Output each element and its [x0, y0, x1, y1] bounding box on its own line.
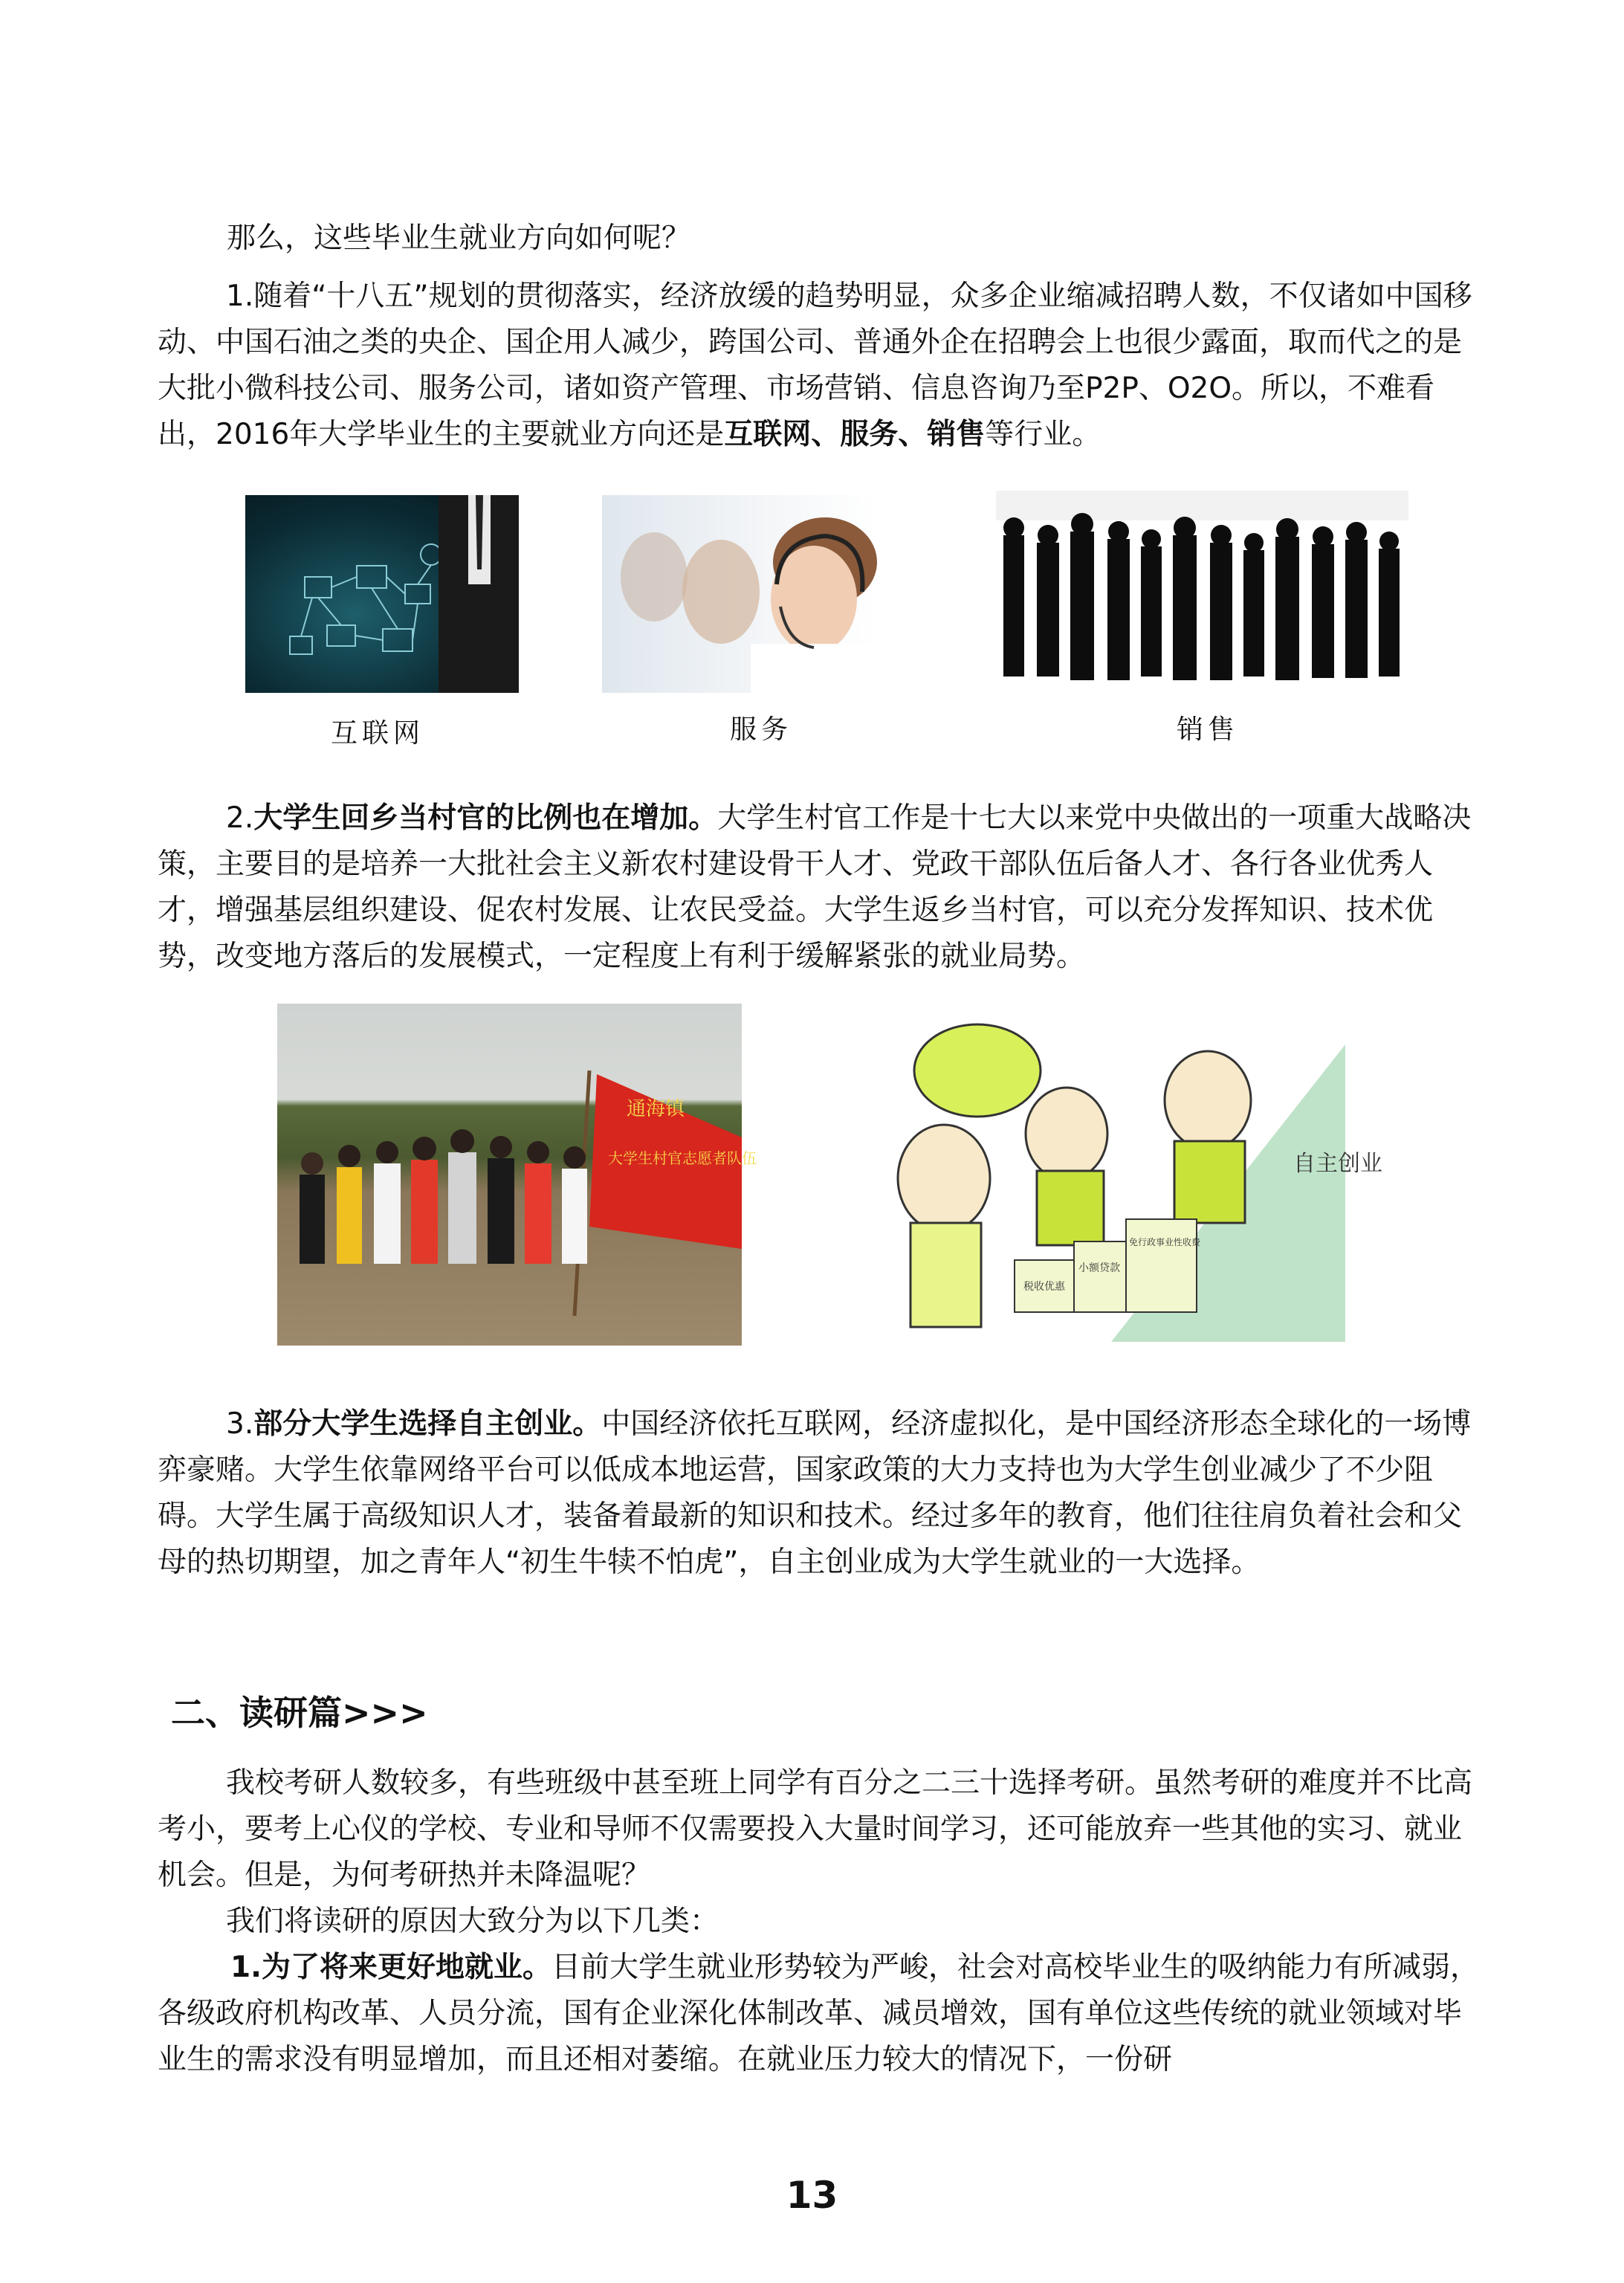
step-tax: 税收优惠: [1023, 1281, 1065, 1293]
intro-text: 那么，这些毕业生就业方向如何呢？: [227, 222, 691, 255]
p1-tail: 等行业。: [985, 418, 1101, 451]
p3-lead: 3.: [226, 1407, 254, 1441]
cartoon-label: 自主创业: [1293, 1151, 1382, 1177]
caption-sales: 销售: [1177, 714, 1240, 745]
paragraph-graduate-exam: 我校考研人数较多，有些班级中甚至班上同学有百分之二三十选择考研。虽然考研的难度并不比高考小，要考上心仪的学校、专业和导师不仅需要投入大量时间学习，还可能放弃一些其他的实习、就业机会。但是，为何考研热并未降温呢？: [158, 1766, 1473, 1892]
group-with-flag-icon: [277, 1004, 757, 1346]
flag-text-team: 大学生村官志愿者队伍: [608, 1149, 757, 1167]
internet-image: [245, 495, 519, 693]
network-diagram-icon: [245, 495, 519, 693]
call-center-people-icon: [602, 495, 879, 693]
cartoon-climbers-icon: [888, 1015, 1382, 1342]
entrepreneurship-cartoon: [888, 1015, 1382, 1342]
page-number: 13: [786, 2174, 838, 2217]
p1-text: 1.随着“十八五”规划的贯彻落实，经济放缓的趋势明显，众多企业缩减招聘人数，不仅诸如中国移动、中国石油之类的央企、国企用人减少，跨国公司、普通外企在招聘会上也很少露面，取而代之的是大批小微科技公司、服务公司，诸如资产管理、市场营销、信息咨询乃至P2P、O2O。所以，不难看出，2016年大学毕业生的主要就业方向还是: [158, 280, 1472, 451]
service-image: [602, 495, 879, 693]
sales-image: [996, 491, 1408, 693]
paragraph-village-official: [158, 795, 1488, 980]
caption-service: 服务: [730, 714, 793, 745]
paragraph-employment-direction: [158, 274, 1488, 458]
paragraph-entrepreneurship: [158, 1401, 1488, 1586]
paragraph-reasons-intro: 我们将读研的原因大致分为以下几类：: [226, 1905, 719, 1938]
p6-text: 目前大学生就业形势较为严峻，社会对高校毕业生的吸纳能力有所减弱，各级政府机构改革、人员分流，国有企业深化体制改革、减员增效，国有单位这些传统的就业领域对毕业生的需求没有明显增加，而且还相对萎缩。在就业压力较大的情况下，一份研: [158, 1951, 1479, 2076]
flag-text-town: 通海镇: [627, 1098, 685, 1120]
p3-bold: 部分大学生选择自主创业。: [253, 1407, 602, 1441]
p2-bold: 大学生回乡当村官的比例也在增加。: [253, 801, 718, 835]
step-loan: 小额贷款: [1078, 1262, 1120, 1274]
village-official-photo: [277, 1004, 757, 1346]
p6-bold: 1.为了将来更好地就业。: [230, 1951, 551, 1984]
p1-bold: 互联网、服务、销售: [724, 418, 986, 451]
p3-text: 中国经济依托互联网，经济虚拟化，是中国经济形态全球化的一场博弈豪赌。大学生依靠网络平台可以低成本地运营，国家政策的大力支持也为大学生创业减少了不少阻碍。大学生属于高级知识人才，装备着最新的知识和技术。经过多年的教育，他们往往肩负着社会和父母的热切期望，加之青年人“初生牛犊不怕虎”，自主创业成为大学生就业的一大选择。: [158, 1407, 1472, 1579]
step-fee: 免行政事业性收费: [1129, 1237, 1201, 1247]
p2-text: 大学生村官工作是十七大以来党中央做出的一项重大战略决策，主要目的是培养一大批社会主义新农村建设骨干人才、党政干部队伍后备人才、各行各业优秀人才，增强基层组织建设、促农村发展、让农民受益。大学生返乡当村官，可以充分发挥知识、技术优势，改变地方落后的发展模式，一定程度上有利于缓解紧张的就业局势。: [158, 801, 1472, 973]
p2-lead: 2.: [226, 801, 254, 835]
caption-internet: 互联网: [331, 718, 425, 749]
paragraph-reason-employment: [158, 1945, 1488, 2083]
section-heading-graduate-study: 二、读研篇>>>: [171, 1693, 428, 1733]
business-silhouettes-icon: [996, 491, 1408, 693]
